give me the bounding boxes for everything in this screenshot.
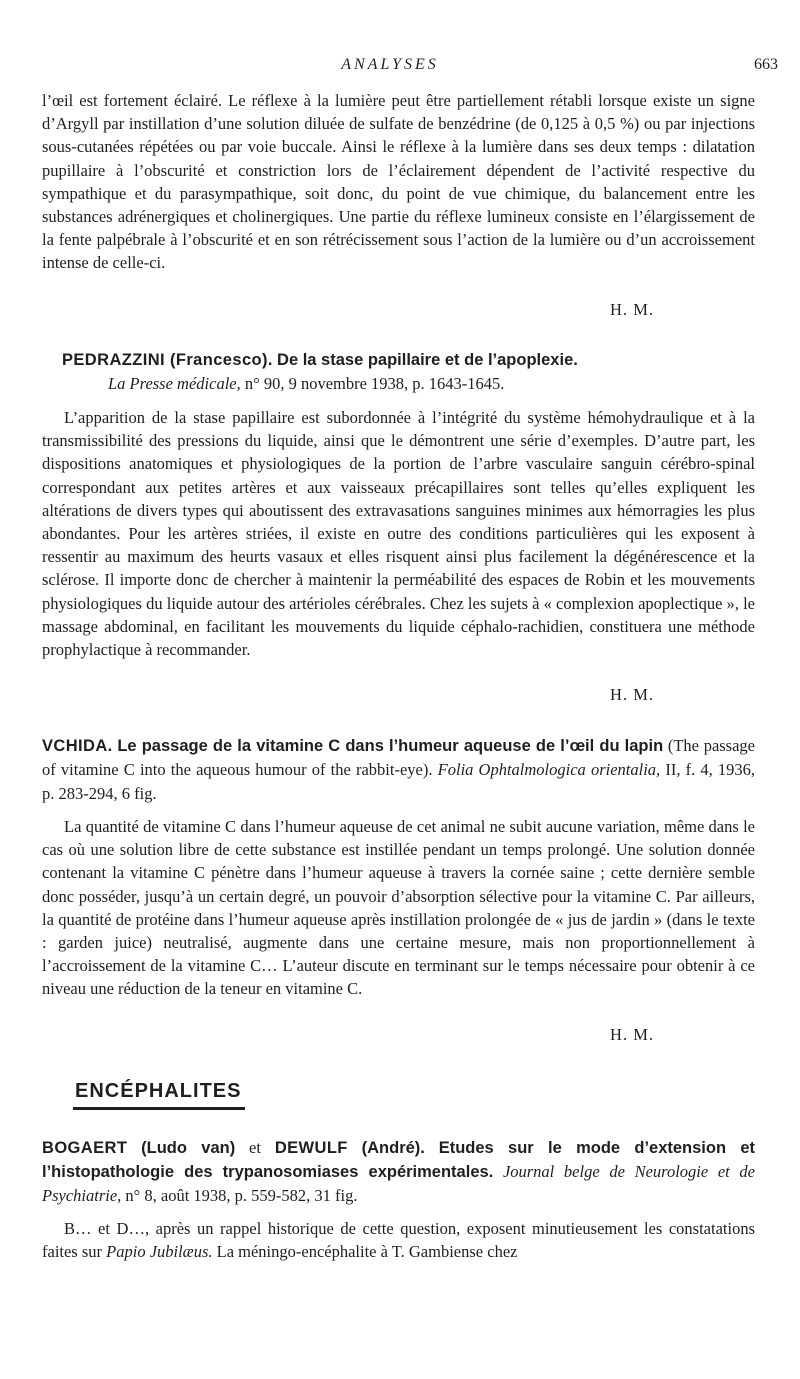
- abstract-species: Papio Jubilæus.: [106, 1242, 213, 1262]
- entry-title-translation: (The passage of vitamine C into the aqueous humour of the rabbit-eye).: [42, 736, 756, 779]
- continued-abstract-text: l’œil est fortement éclairé. Le réflexe à la lumière peut être partiellement rétabli lorsque existe un signe d’Argyll par instillation d’une solution diluée de sulfate de benzédrine (de 0,125 à 0,5 %) ou par injections sous-cutanées répétées ou par voie buccale. Ainsi le réflexe à la lumière dans ses deux temps : dilatation pupillaire à l’obscurité et constriction lors de l’éclairement dépendent de l’activité respective du sympathique et du parasympathique, soit donc, du point de vue chimique, du balancement entre les substances adrénergiques et cholinergiques. Une partie du réflexe lumineux consiste en l’élargissement de la fente palpébrale à l’obscurité et en son rétrécissement sous l’action de la lumière ou d’un accroissement intense de celle-ci.: [42, 91, 755, 273]
- entry-header-bogaert: [42, 1136, 755, 1208]
- abstract-text-start: B… et D…, après un rappel historique de cette question, exposent minutieusement les constatations faites sur: [42, 1219, 755, 1262]
- entry-author-1: BOGAERT: [42, 1139, 128, 1157]
- page-number: 663: [754, 56, 778, 73]
- section-heading: ENCÉPHALITES: [75, 1080, 242, 1102]
- entry-citation: n° 90, 9 novembre 1938, p. 1643-1645.: [244, 374, 505, 393]
- entry-abstract-pedrazzini: L’apparition de la stase papillaire est subordonnée à l’intégrité du système hémohydraulique et à la transmissibilité des pressions du liquide, ainsi que le démontrent une série d’exemples. D’autre part, les dispositions anatomiques et physiologiques de la portion de l’arbre vasculaire sanguin cérébro-spinal correspondant aux petites artères et aux vaisseaux précapillaires sont telles qu’elles expliquent les altérations de divers types qui aboutissent des extravasations sanguines minimes aux hémorragies les plus abondantes. Pour les artères striées, il existe en outre des conditions particulières qui les exposent à ressentir au maximum des heurts vasaux et elles risquent ainsi plus facilement la dégénérescence et la sclérose. Il importe donc de chercher à maintenir la perméabilité des espaces de Robin et les mouvements physiologiques du liquide autour des artérioles cérébrales. Chez les sujets à « complexion apoplectique », le massage abdominal, en facilitant les mouvements du liquide céphalo-rachidien, constituera une méthode prophylactique à recommander.: [42, 408, 755, 660]
- entry-journal: Folia Ophtalmologica orientalia,: [437, 760, 661, 779]
- entry-title: Etudes sur le mode d’extension et l’histopathologie des trypanosomiases expérimentales.: [42, 1139, 756, 1181]
- entry-author: VCHIDA.: [42, 737, 113, 755]
- entry-abstract-uchida: La quantité de vitamine C dans l’humeur aqueuse de cet animal ne subit aucune variation, même dans le cas où une solution libre de cette substance est instillée pendant un temps prolongé. Une solution donnée contenant la vitamine C pénètre dans l’humeur aqueuse à travers la cornée saine ; cette dernière semble donc posséder, jusqu’à un certain degré, un pouvoir d’absorption sélective pour la vitamine C. Par ailleurs, la quantité de protéine dans l’humeur aqueuse après instillation prolongée de « jus de jardin » (dans le texte : garden juice) neutralisé, augmente dans une certaine mesure, mais non proportionnellement à l’accroissement de la vitamine C… L’auteur discute en terminant sur le temps nécessaire pour obtenir à ce niveau une réduction de la teneur en vitamine C.: [42, 817, 755, 999]
- entry-header-pedrazzini: [42, 348, 755, 396]
- entry-journal: Journal belge de Neurologie et de Psychiatrie,: [42, 1162, 756, 1205]
- entry-title: Le passage de la vitamine C dans l’humeur aqueuse de l’œil du lapin: [117, 737, 664, 755]
- entry-header-uchida: [42, 734, 755, 806]
- entry-signature-pedrazzini: H. M.: [610, 685, 654, 704]
- entry-signature-uchida: H. M.: [610, 1025, 654, 1044]
- entry-author: PEDRAZZINI (Francesco).: [62, 351, 273, 369]
- abstract-signature: H. M.: [610, 300, 654, 319]
- entry-journal: La Presse médicale,: [108, 374, 241, 393]
- entry-author-1-given: (Ludo van): [141, 1139, 236, 1157]
- section-heading-rule: [73, 1107, 245, 1110]
- entry-citation: II, f. 4, 1936, p. 283-294, 6 fig.: [42, 760, 756, 803]
- running-head-title: ANALYSES: [341, 56, 439, 73]
- entry-title: De la stase papillaire et de l’apoplexie.: [277, 351, 578, 369]
- entry-abstract-bogaert: [42, 1217, 755, 1263]
- abstract-text-end: La méningo-encéphalite à T. Gambiense chez: [216, 1242, 518, 1262]
- entry-citation: n° 8, août 1938, p. 559-582, 31 fig.: [125, 1186, 358, 1205]
- entry-author-2-given: (André).: [361, 1139, 425, 1157]
- entry-author-conjunction: et: [249, 1138, 261, 1157]
- running-head: [0, 56, 800, 80]
- entry-author-2: DEWULF: [274, 1139, 348, 1157]
